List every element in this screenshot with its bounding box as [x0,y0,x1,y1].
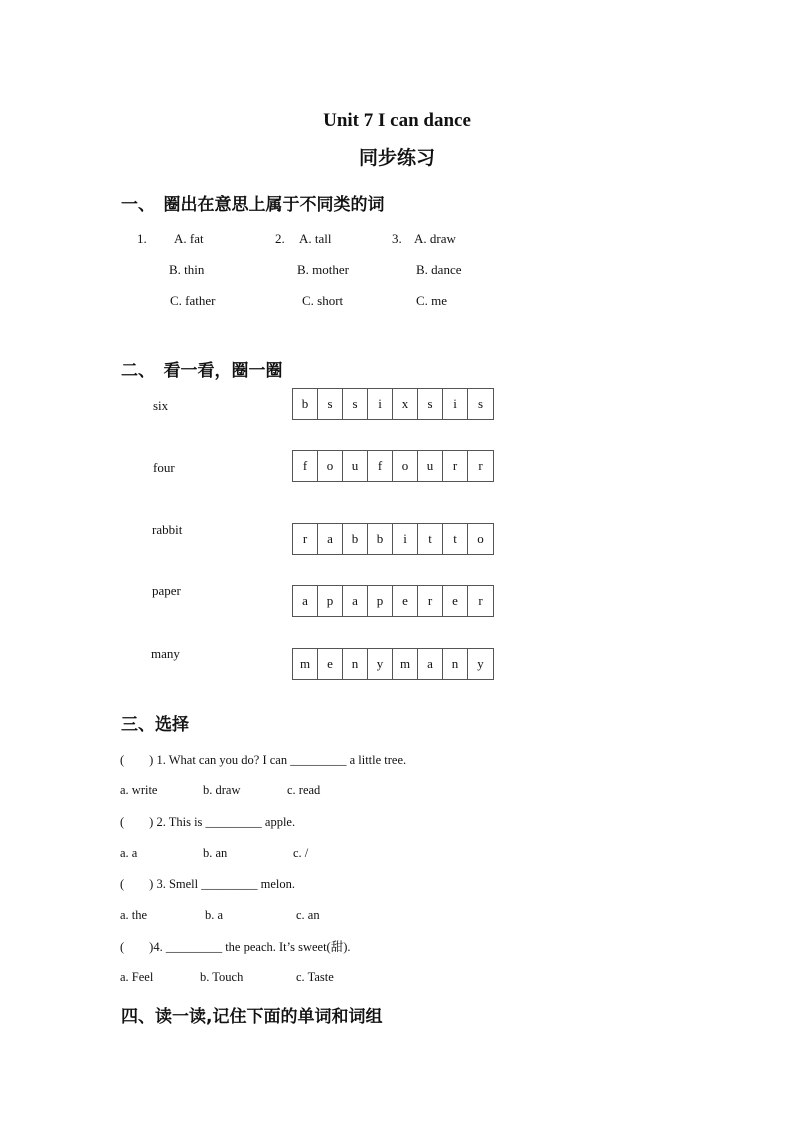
letter-cell[interactable]: r [443,451,468,481]
section3-heading: 三、选择 [121,715,189,735]
letter-cell[interactable]: b [343,524,368,554]
choice-4-option-b: b. Touch [200,970,244,984]
letter-cell[interactable]: y [477,656,484,671]
choice-3-option-a: a. the [120,908,148,922]
q1-option-a: A. fat [174,231,204,246]
word-many: many [151,646,180,661]
letter-cell[interactable]: o [393,451,418,481]
letter-grid-paper [292,585,494,617]
section1-heading: 一、 圈出在意思上属于不同类的词 [121,195,385,215]
choice-2-option-b: b. an [203,846,228,860]
choice-question-4: ( )4. _________ the peach. It’s sweet(甜). [120,940,351,954]
choice-3-option-c: c. an [296,908,320,922]
letter-cell[interactable]: t [443,524,468,554]
choice-question-1: ( ) 1. What can you do? I can _________ a little tree. [120,753,407,767]
letter-cell[interactable]: a [318,524,343,554]
letter-grid-six [292,388,494,420]
q2-option-c: C. short [302,293,344,308]
letter-cell[interactable]: e [393,586,418,616]
q3-option-b: B. dance [416,262,462,277]
letter-grid-rabbit [292,523,494,555]
q3-option-a: A. draw [414,231,456,246]
letter-cell[interactable]: n [443,649,468,679]
q2-option-b: B. mother [297,262,349,277]
letter-cell[interactable]: m [293,649,318,679]
letter-cell[interactable]: m [393,649,418,679]
letter-cell[interactable]: p [318,586,343,616]
letter-cell[interactable]: s [418,389,443,419]
choice-2-option-a: a. a [120,846,138,860]
q1-number: 1. [137,231,147,246]
choice-question-3: ( ) 3. Smell _________ melon. [120,877,295,891]
letter-cell[interactable]: f [293,451,318,481]
letter-cell[interactable]: e [318,649,343,679]
page-title: Unit 7 I can dance [323,110,471,131]
q2-number: 2. [275,231,285,246]
letter-grid-many [292,648,494,680]
letter-cell[interactable]: u [343,451,368,481]
page-subtitle: 同步练习 [358,148,435,169]
section2-heading: 二、 看一看，圈一圈 [121,361,283,381]
letter-grid-four [292,450,494,482]
letter-cell[interactable]: b [293,389,318,419]
choice-2-option-c: c. / [293,846,309,860]
section4-heading: 四、读一读,记住下面的单词和词组 [121,1007,383,1027]
word-paper: paper [152,583,181,598]
letter-cell[interactable]: f [368,451,393,481]
word-four: four [153,460,175,475]
q3-number: 3. [392,231,402,246]
letter-cell[interactable]: o [477,531,484,546]
letter-cell[interactable]: p [368,586,393,616]
choice-1-option-b: b. draw [203,783,241,797]
letter-cell[interactable]: t [418,524,443,554]
letter-cell[interactable]: i [443,389,468,419]
word-six: six [153,398,169,413]
letter-cell[interactable]: x [393,389,418,419]
letter-cell[interactable]: r [478,458,483,473]
choice-4-option-a: a. Feel [120,970,154,984]
letter-cell[interactable]: s [318,389,343,419]
letter-cell[interactable]: s [343,389,368,419]
letter-cell[interactable]: r [478,593,483,608]
letter-cell[interactable]: i [393,524,418,554]
letter-cell[interactable]: r [293,524,318,554]
q2-option-a: A. tall [299,231,332,246]
letter-cell[interactable]: r [418,586,443,616]
letter-cell[interactable]: a [293,586,318,616]
choice-question-2: ( ) 2. This is _________ apple. [120,815,296,829]
letter-cell[interactable]: i [368,389,393,419]
choice-1-option-a: a. write [120,783,158,797]
choice-4-option-c: c. Taste [296,970,334,984]
q1-option-b: B. thin [169,262,205,277]
letter-cell[interactable]: e [443,586,468,616]
choice-3-option-b: b. a [205,908,224,922]
q3-option-c: C. me [416,293,448,308]
letter-cell[interactable]: y [368,649,393,679]
letter-cell[interactable]: n [343,649,368,679]
choice-1-option-c: c. read [287,783,321,797]
letter-cell[interactable]: a [343,586,368,616]
letter-cell[interactable]: u [418,451,443,481]
letter-cell[interactable]: o [318,451,343,481]
letter-cell[interactable]: s [477,396,484,411]
word-rabbit: rabbit [152,522,183,537]
letter-cell[interactable]: b [368,524,393,554]
q1-option-c: C. father [170,293,216,308]
letter-cell[interactable]: a [418,649,443,679]
